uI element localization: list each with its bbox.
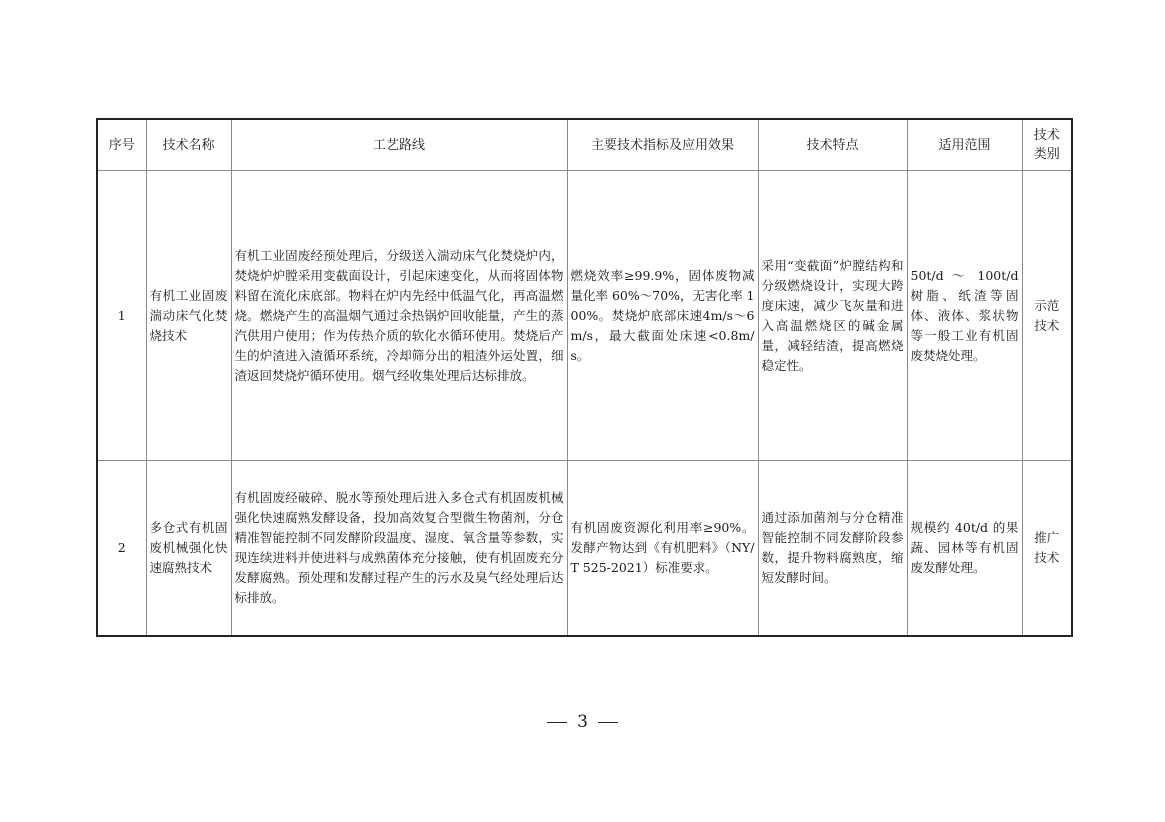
dash-left bbox=[547, 722, 567, 723]
page-number: 3 bbox=[577, 712, 588, 732]
row-indicators: 燃烧效率≥99.9%，固体废物减量化率 60%～70%，无害化率 100%。焚烧炉底部床速4m/s～6m/s，最大截面处床速<0.8m/s。 bbox=[567, 171, 758, 461]
row-tech-name: 多仓式有机固废机械强化快速腐熟技术 bbox=[146, 461, 231, 637]
row-features: 通过添加菌剂与分仓精准智能控制不同发酵阶段参数，提升物料腐熟度，缩短发酵时间。 bbox=[758, 461, 907, 637]
table-row bbox=[97, 461, 1072, 637]
row-category bbox=[1022, 171, 1072, 461]
dash-right bbox=[598, 722, 618, 723]
header-scope: 适用范围 bbox=[907, 119, 1022, 171]
header-tech-name: 技术名称 bbox=[146, 119, 231, 171]
header-category-line1: 技术 bbox=[1033, 128, 1060, 143]
row-category bbox=[1022, 461, 1072, 637]
header-category bbox=[1022, 119, 1072, 171]
row-category-line1: 推广 bbox=[1034, 530, 1060, 545]
row-serial: 2 bbox=[97, 461, 146, 637]
header-category-line2: 类别 bbox=[1033, 147, 1060, 162]
header-features: 技术特点 bbox=[758, 119, 907, 171]
row-process: 有机工业固废经预处理后，分级送入湍动床气化焚烧炉内，焚烧炉炉膛采用变截面设计，引起床速变化，从而将固体物料留在流化床底部。物料在炉内先经中低温气化，再高温燃烧。燃烧产生的高温烟气通过余热锅炉回收能量，产生的蒸汽供用户使用；作为传热介质的软化水循环使用。焚烧后产生的炉渣进入渣循环系统，冷却筛分出的粗渣外运处置，细渣返回焚烧炉循环使用。烟气经收集处理后达标排放。 bbox=[231, 171, 567, 461]
row-serial: 1 bbox=[97, 171, 146, 461]
row-category-line2: 技术 bbox=[1034, 550, 1060, 565]
header-indicators: 主要技术指标及应用效果 bbox=[567, 119, 758, 171]
row-scope: 50t/d ～ 100t/d 树脂、纸渣等固体、液体、浆状物等一般工业有机固废焚烧处理。 bbox=[907, 171, 1022, 461]
technology-table bbox=[96, 118, 1073, 637]
row-features: 采用“变截面”炉膛结构和分级燃烧设计，实现大跨度床速，减少飞灰量和进入高温燃烧区的碱金属量，减轻结渣，提高燃烧稳定性。 bbox=[758, 171, 907, 461]
page-number-footer bbox=[0, 712, 1165, 732]
header-serial: 序号 bbox=[97, 119, 146, 171]
row-indicators: 有机固废资源化利用率≥90%。发酵产物达到《有机肥料》（NY/T 525-2021）标准要求。 bbox=[567, 461, 758, 637]
table-row bbox=[97, 171, 1072, 461]
header-process: 工艺路线 bbox=[231, 119, 567, 171]
row-process: 有机固废经破碎、脱水等预处理后进入多仓式有机固废机械强化快速腐熟发酵设备，投加高效复合型微生物菌剂，分仓精准智能控制不同发酵阶段温度、湿度、氧含量等参数，实现连续进料并使进料与成熟菌体充分接触，使有机固废充分发酵腐熟。预处理和发酵过程产生的污水及臭气经处理后达标排放。 bbox=[231, 461, 567, 637]
table-header-row bbox=[97, 119, 1072, 171]
row-category-line1: 示范 bbox=[1034, 297, 1060, 313]
row-category-line2: 技术 bbox=[1034, 317, 1060, 333]
row-tech-name: 有机工业固废湍动床气化焚烧技术 bbox=[146, 171, 231, 461]
row-scope: 规模约 40t/d 的果蔬、园林等有机固废发酵处理。 bbox=[907, 461, 1022, 637]
